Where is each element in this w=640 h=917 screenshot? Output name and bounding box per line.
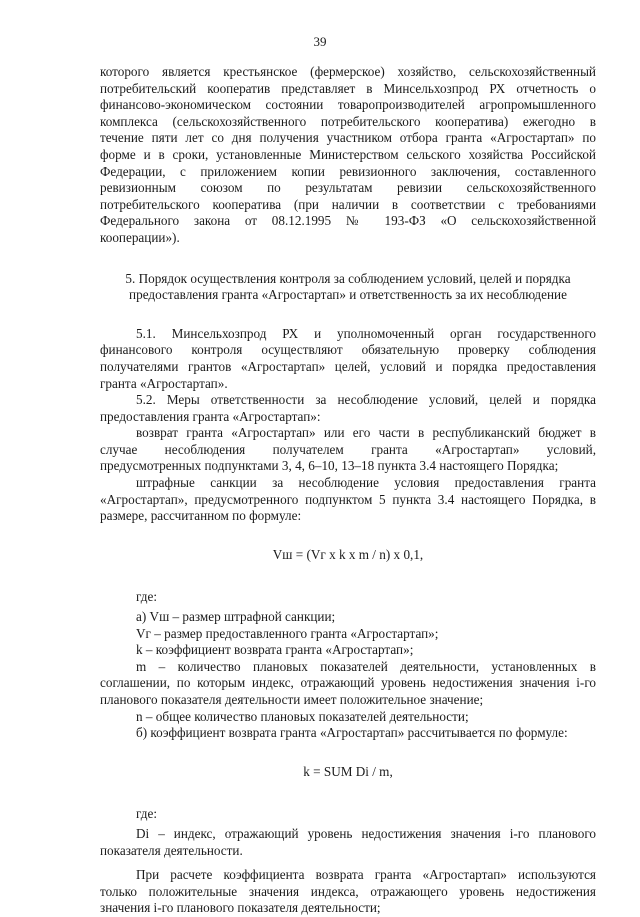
text-line: значения i-го планового показателя деятельности;: [100, 900, 381, 916]
text-line: возврат гранта «Агростартап» или его части в республиканский бюджет в: [136, 425, 596, 441]
text-line: ревизионным союзом по результатам ревизии сельскохозяйственного: [100, 180, 596, 196]
text-line: случае несоблюдения получателем гранта «Агростартап» условий,: [100, 441, 596, 457]
definition-line: Vг – размер предоставленного гранта «Агростартап»;: [136, 625, 439, 641]
paragraph-5-1: [100, 326, 596, 392]
text-line: планового показателя деятельности имеет положительное значение;: [100, 692, 484, 707]
text-line: Федерации, с приложением копии ревизионного заключения, составленного: [100, 163, 596, 179]
text-line: размере, рассчитанном по формуле:: [100, 508, 302, 524]
where-label: где:: [136, 806, 157, 822]
text-line: финансово-экономическом состоянии товаропроизводителей агропромышленного: [100, 97, 596, 113]
definition-d: [100, 826, 596, 859]
coefficient-formula: k = SUM Di / m,: [303, 763, 393, 779]
text-line: штрафные санкции за несоблюдение условия предоставления гранта: [136, 475, 596, 491]
text-line: При расчете коэффициента возврата гранта «Агростартап» используются: [136, 867, 596, 883]
page-number: 39: [313, 34, 327, 49]
text-line: комплекса (сельскохозяйственного потребительского кооператива) ежегодно в: [100, 113, 596, 129]
text-line: которого является крестьянское (фермерское) хозяйство, сельскохозяйственный: [100, 64, 596, 79]
text-line: показателя деятельности.: [100, 842, 243, 858]
document-body: [100, 64, 596, 917]
text-line: соглашении, по которым индекс, отражающий уровень недостижения значения i-го: [100, 675, 596, 691]
text-line: предусмотренных подпунктами 3, 4, 6–10, 13–18 пункта 3.4 настоящего Порядка;: [100, 458, 559, 474]
text-line: гранта «Агростартап».: [100, 375, 228, 391]
heading-line: 5. Порядок осуществления контроля за соблюдением условий, целей и порядка: [125, 270, 571, 286]
text-line: только положительные значения индекса, отражающего уровень недостижения: [100, 883, 596, 899]
definition-line: k – коэффициент возврата гранта «Агростартап»;: [136, 642, 414, 658]
paragraph-positive-values: [100, 867, 596, 917]
text-line: потребительский кооператив представляет в Минсельхозпрод РХ отчетность о: [100, 80, 596, 96]
paragraph-5-2: [100, 392, 596, 425]
text-line: финансового контроля осуществляют обязательную проверку соблюдения: [100, 342, 596, 358]
text-line: предоставления гранта «Агростартап»:: [100, 408, 321, 424]
text-line: m – количество плановых показателей деятельности, установленных в: [136, 658, 596, 674]
text-line: 5.2. Меры ответственности за несоблюдение условий, целей и порядка: [136, 392, 596, 408]
text-line: получателями грантов «Агростартап» целей, условий и порядка предоставления: [100, 358, 596, 374]
definition-m: [100, 659, 596, 709]
text-line: Федерального закона от 08.12.1995 № 193-ФЗ «О сельскохозяйственной: [100, 213, 596, 229]
paragraph-reporting: [100, 64, 596, 247]
text-line: кооперации»).: [100, 229, 180, 245]
text-line: «Агростартап», предусмотренного подпунктом 5 пункта 3.4 настоящего Порядка, в: [100, 491, 596, 507]
fine-formula: Vш = (Vг x k x m / n) x 0,1,: [272, 546, 424, 562]
definition-line: а) Vш – размер штрафной санкции;: [136, 609, 336, 625]
paragraph-grant-return: [100, 425, 596, 475]
heading-line: предоставления гранта «Агростартап» и ответственность за их несоблюдение: [129, 287, 567, 303]
text-line: Di – индекс, отражающий уровень недостижения значения i-го планового: [136, 825, 596, 841]
text-line: течение пяти лет со дня получения участником отбора гранта «Агростартап» по: [100, 130, 596, 146]
definition-n: n – общее количество плановых показателей деятельности;: [136, 708, 469, 724]
text-line: форме и в сроки, установленные Министерством сельского хозяйства Российской: [100, 146, 596, 162]
definition-b: б) коэффициент возврата гранта «Агростартап» рассчитывается по формуле:: [136, 725, 568, 741]
where-label: где:: [136, 589, 157, 605]
paragraph-fines: [100, 475, 596, 525]
section-heading: [100, 271, 596, 304]
text-line: 5.1. Минсельхозпрод РХ и уполномоченный орган государственного: [136, 325, 596, 341]
text-line: потребительского кооператива (при наличии в соответствии с требованиями: [100, 196, 596, 212]
